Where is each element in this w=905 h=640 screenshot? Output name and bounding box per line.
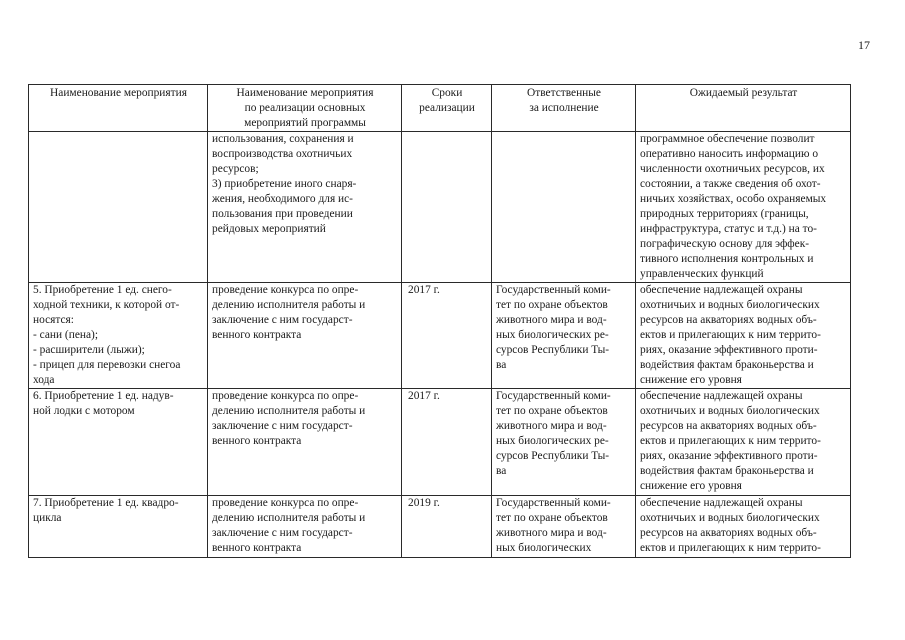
table-row xyxy=(29,389,851,496)
cell-result: обеспечение надлежащей охраны охотничьих и водных биологических ресурсов на акваториях водных объ- ектов и прилегающих к ним террито- xyxy=(636,496,851,558)
header-implementation: Наименование мероприятия по реализации основных мероприятий программы xyxy=(208,85,402,132)
cell-responsible: Государственный коми- тет по охране объектов животного мира и вод- ных биологических ре- сурсов Республики Ты- ва xyxy=(492,389,636,496)
cell-responsible: Государственный коми- тет по охране объектов животного мира и вод- ных биологических ре- сурсов Республики Ты- ва xyxy=(492,283,636,389)
header-result: Ожидаемый результат xyxy=(636,85,851,132)
header-responsible: Ответственные за исполнение xyxy=(492,85,636,132)
table-row-continuation xyxy=(29,132,851,283)
cell-deadline xyxy=(402,132,492,283)
cell-activity: 6. Приобретение 1 ед. надув- ной лодки с мотором xyxy=(29,389,208,496)
cell-implementation: проведение конкурса по опре- делению исполнителя работы и заключение с ним государст- венного контракта xyxy=(208,389,402,496)
cell-deadline: 2017 г. xyxy=(402,389,492,496)
cell-result: обеспечение надлежащей охраны охотничьих и водных биологических ресурсов на акваториях водных объ- ектов и прилегающих к ним террито- риях, оказание эффективного проти- водействия фактам браконьерства и снижение его уровня xyxy=(636,283,851,389)
cell-activity: 5. Приобретение 1 ед. снего- ходной техники, к которой от- носятся: - сани (пена); - расширители (лыжи); - прицеп для перевозки снегоa хода xyxy=(29,283,208,389)
table-row xyxy=(29,496,851,558)
cell-implementation: использования, сохранения и воспроизводства охотничьих ресурсов; 3) приобретение иного снаря- жения, необходимого для ис- пользования при проведении рейдовых мероприятий xyxy=(208,132,402,283)
table-header-row xyxy=(29,85,851,132)
cell-responsible xyxy=(492,132,636,283)
cell-activity: 7. Приобретение 1 ед. квадро- цикла xyxy=(29,496,208,558)
cell-responsible: Государственный коми- тет по охране объектов животного мира и вод- ных биологических xyxy=(492,496,636,558)
cell-result: обеспечение надлежащей охраны охотничьих и водных биологических ресурсов на акваториях водных объ- ектов и прилегающих к ним террито- риях, оказание эффективного проти- водействия фактам браконьерства и снижение его уровня xyxy=(636,389,851,496)
header-deadline: Сроки реализации xyxy=(402,85,492,132)
cell-activity xyxy=(29,132,208,283)
cell-implementation: проведение конкурса по опре- делению исполнителя работы и заключение с ним государст- венного контракта xyxy=(208,496,402,558)
cell-result: программное обеспечение позволит оперативно наносить информацию о численности охотничьих ресурсов, их состоянии, а также сведения об охот- ничьих хозяйствах, особо охраняемых природных территориях (границы, инфраструктура, статус и т.д.) на то- пографическую основу для эффек- тивного исполнения контрольных и управленческих функций xyxy=(636,132,851,283)
cell-implementation: проведение конкурса по опре- делению исполнителя работы и заключение с ним государст- венного контракта xyxy=(208,283,402,389)
cell-deadline: 2017 г. xyxy=(402,283,492,389)
table-row xyxy=(29,283,851,389)
program-activities-table xyxy=(28,84,851,558)
page-number: 17 xyxy=(858,38,870,52)
cell-deadline: 2019 г. xyxy=(402,496,492,558)
header-activity: Наименование мероприятия xyxy=(29,85,208,132)
